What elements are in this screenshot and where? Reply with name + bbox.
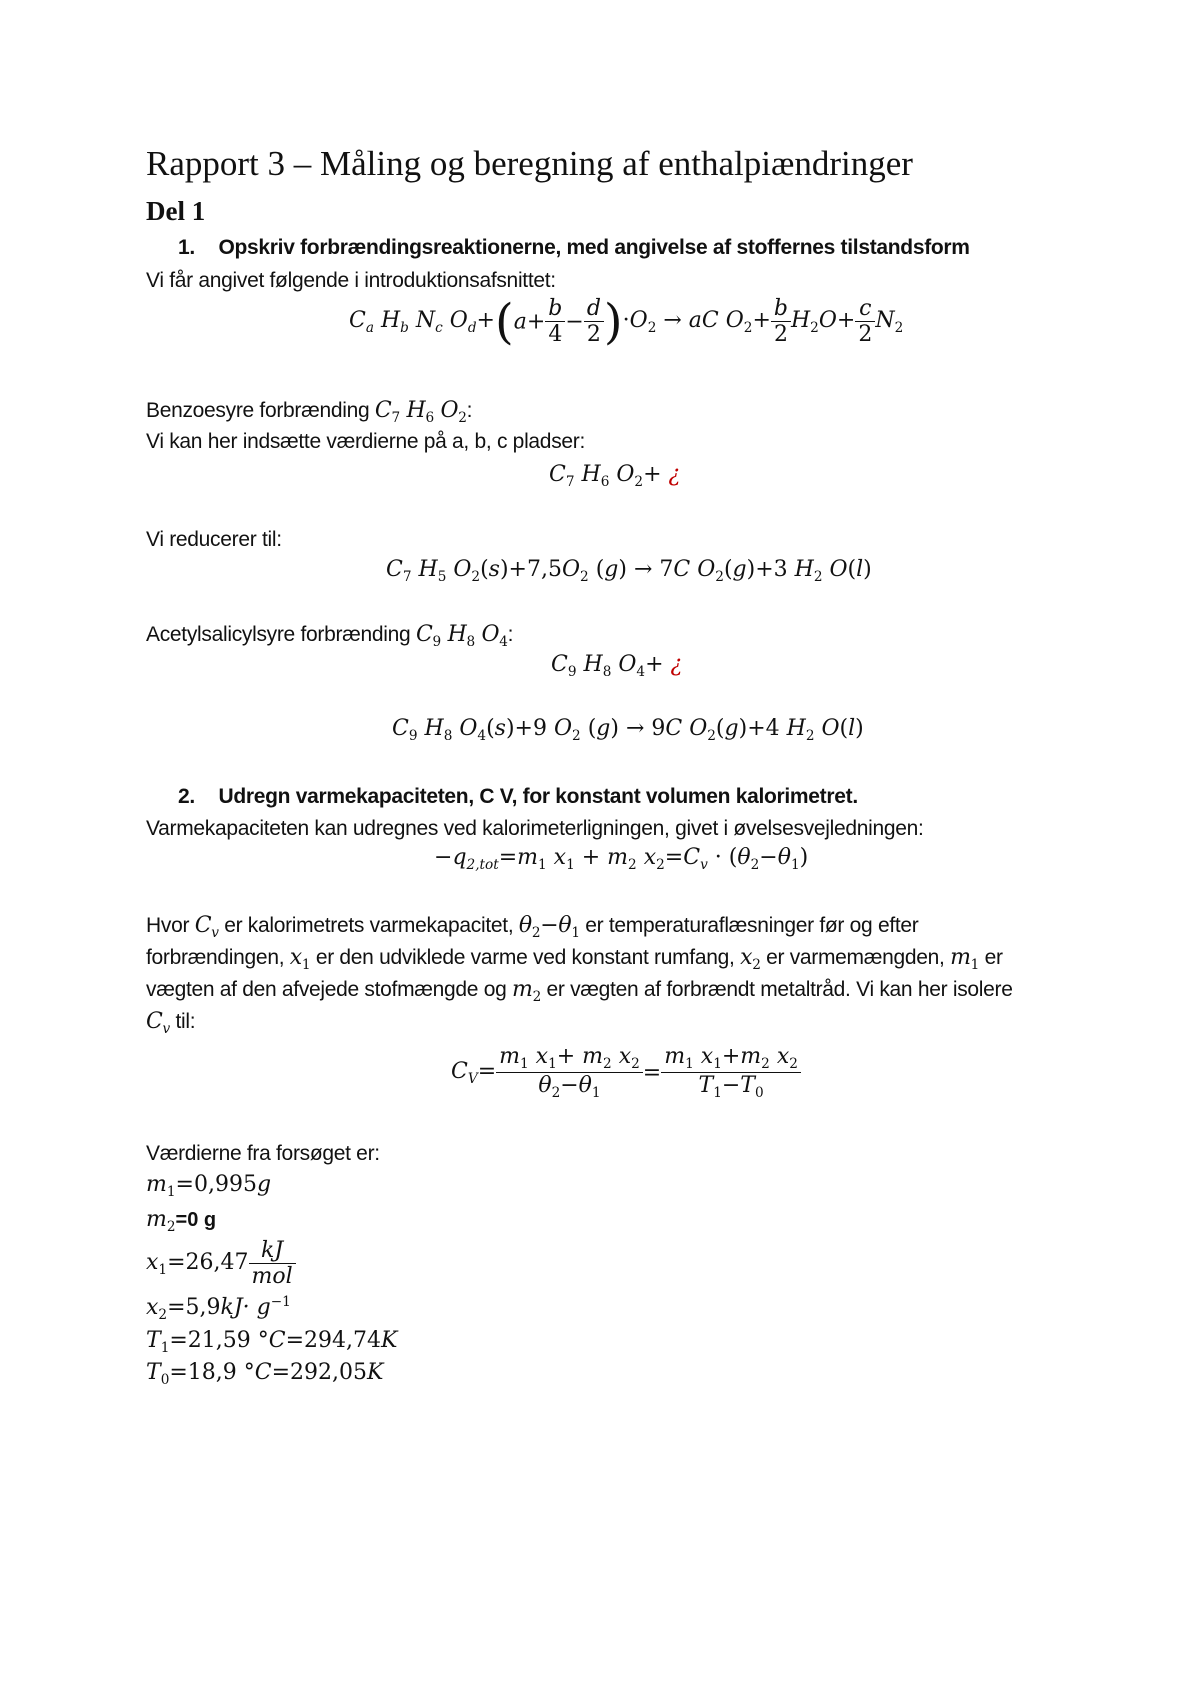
insert-values-line: Vi kan her indsætte værdierne på a, b, c pladser:	[146, 430, 585, 453]
section-heading: Del 1	[146, 196, 206, 226]
value-t0: $T_0=18,9$ °C=292,05K	[146, 1360, 384, 1388]
heat-capacity-formula: $C_V=$ $\frac{m_1 x_1+ m_2 x_2}{\theta_2-\theta_1}$ = $\frac{m_1 x_1+m_2 x_2}{T_1-T_0}$	[451, 1044, 801, 1102]
value-x2: $x_2=5,9kJ\cdot g^{-1}$	[146, 1294, 291, 1323]
question-2-number: 2.	[178, 785, 195, 808]
acetylsalicylic-acid-formula: $C_9$ $H_8$ $O_4$	[415, 622, 508, 650]
page-title: Rapport 3 – Måling og beregning af enthalpiændringer	[146, 144, 913, 183]
acetylsalicylic-acid-equation: $C_9$ $H_8$ $O_4(s)+9$ $O_2$ (g) → 9C $O_2(g)+4$ $H_2$ O(l)	[392, 716, 864, 744]
question-2-text: Udregn varmekapaciteten, C V, for konstant volumen kalorimetret.	[218, 785, 858, 808]
value-m1: $m_1=0,995g$	[146, 1172, 272, 1200]
calorimeter-equation: $-q_{2,tot}=m_1$ $x_1 + m_2$ $x_2=C_v \cdot (\theta_2-\theta_1)$	[434, 845, 809, 873]
question-1-number: 1.	[178, 236, 195, 259]
acetylsalicylic-acid-partial-equation: $C_9$ $H_8$ $O_4+$ ¿	[551, 652, 683, 680]
value-x1: $x_1=26,47$ $\frac{kJ}{\text{mol}}$	[146, 1238, 296, 1290]
benzoic-acid-formula: $C_7$ $H_6$ $O_2$	[374, 398, 467, 426]
calorimeter-line: Varmekapaciteten kan udregnes ved kalorimeterligningen, givet i øvelsesvejledningen:	[146, 817, 924, 840]
question-1-text: Opskriv forbrændingsreaktionerne, med angivelse af stoffernes tilstandsform	[218, 236, 970, 259]
general-combustion-equation: $C_a$ $H_b$ $N_c$ $O_d+(a+$ $\frac{b}{4}$ − $\frac{d}{2}$ )$\cdot O_2$ → aC $O_2+$ $\frac{b}{2}$ $H_2O+$ $\frac{c}{2}$ $N_2$	[349, 293, 904, 350]
question-1	[178, 236, 970, 260]
value-m2: $m_2=0$ g	[146, 1207, 217, 1235]
explanation-line-3: vægten af den afvejede stofmængde og $m_2$ er vægten af forbrændt metaltråd. Vi kan her isolere	[146, 977, 1013, 1005]
benzoic-acid-equation: $C_7$ $H_5$ $O_2(s)+7,5O_2$ (g) → 7C $O_2(g)+3$ $H_2$ O(l)	[386, 557, 872, 585]
reduce-label: Vi reducerer til:	[146, 528, 282, 551]
explanation-line-2: forbrændingen, $x_1$ er den udviklede varme ved konstant rumfang, $x_2$ er varmemængden, $m_1$ er	[146, 945, 1003, 973]
values-label: Værdierne fra forsøget er:	[146, 1142, 380, 1165]
benzoic-acid-label: Benzoesyre forbrænding $C_7$ $H_6$ $O_2$:	[146, 398, 473, 426]
acetylsalicylic-acid-label: Acetylsalicylsyre forbrænding $C_9$ $H_8$ $O_4$:	[146, 622, 514, 650]
benzoic-acid-partial-equation: $C_7$ $H_6$ $O_2+$ ¿	[549, 462, 681, 490]
unknown-glyph: ¿	[670, 652, 683, 677]
value-t1: $T_1=21,59$ °C=294,74K	[146, 1328, 398, 1356]
unknown-glyph: ¿	[668, 462, 681, 487]
explanation-line-1: Hvor $C_v$ er kalorimetrets varmekapacitet, $\theta_2-\theta_1$ er temperaturaflæsninger før og efter	[146, 913, 919, 941]
explanation-line-4: $C_v$ til:	[146, 1009, 196, 1037]
intro-line: Vi får angivet følgende i introduktionsafsnittet:	[146, 269, 556, 292]
question-2	[178, 785, 858, 809]
